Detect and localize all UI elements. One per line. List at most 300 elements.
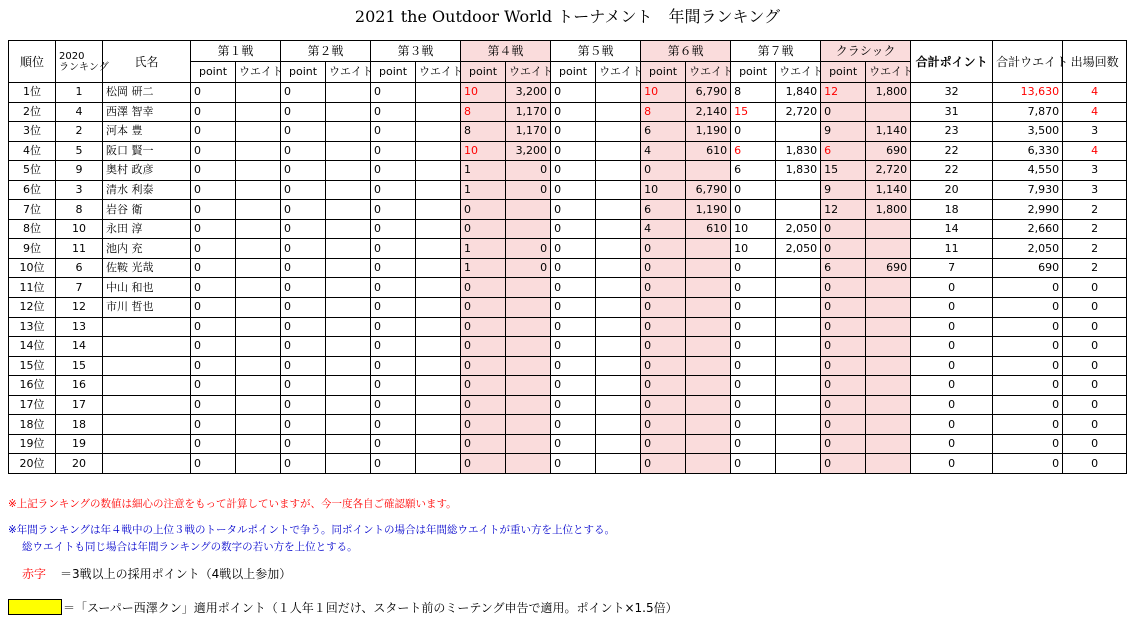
cell-event-4-point: 0	[461, 356, 506, 376]
cell-event-6-weight	[686, 161, 731, 181]
cell-event-4-weight	[506, 317, 551, 337]
cell-event-7-point: 0	[731, 376, 776, 396]
cell-event-2-point: 0	[281, 278, 326, 298]
cell-event-8-weight	[866, 317, 911, 337]
cell-event-8-weight	[866, 415, 911, 435]
cell-event-5-point: 0	[551, 83, 596, 103]
cell-total-weight: 0	[993, 356, 1063, 376]
cell-event-1-weight	[236, 161, 281, 181]
cell-event-4-weight	[506, 356, 551, 376]
cell-event-5-weight	[596, 278, 641, 298]
cell-event-4-weight	[506, 395, 551, 415]
cell-appearances: 0	[1063, 278, 1127, 298]
cell-event-6-weight: 2,140	[686, 102, 731, 122]
header-total-weight: 合計ウエイト	[993, 41, 1063, 83]
cell-name	[103, 395, 191, 415]
cell-event-7-point: 6	[731, 161, 776, 181]
cell-prev-rank: 4	[56, 102, 103, 122]
cell-event-3-point: 0	[371, 219, 416, 239]
cell-event-4-weight	[506, 434, 551, 454]
cell-event-3-point: 0	[371, 141, 416, 161]
cell-event-6-point: 10	[641, 180, 686, 200]
note-accuracy: ※上記ランキングの数値は細心の注意をもって計算していますが、今一度各自ご確認願います。	[8, 498, 457, 510]
cell-rank: 15位	[9, 356, 56, 376]
table-row	[9, 278, 1127, 298]
cell-event-3-point: 0	[371, 317, 416, 337]
cell-event-2-weight	[326, 161, 371, 181]
cell-event-4-weight	[506, 415, 551, 435]
cell-event-8-point: 0	[821, 395, 866, 415]
cell-rank: 7位	[9, 200, 56, 220]
cell-event-3-point: 0	[371, 83, 416, 103]
cell-event-6-point: 0	[641, 356, 686, 376]
cell-event-4-weight: 3,200	[506, 83, 551, 103]
cell-event-2-point: 0	[281, 102, 326, 122]
cell-event-1-point: 0	[191, 102, 236, 122]
cell-event-5-weight	[596, 454, 641, 474]
cell-event-6-point: 0	[641, 298, 686, 318]
cell-event-1-point: 0	[191, 219, 236, 239]
cell-event-5-weight	[596, 102, 641, 122]
cell-event-2-weight	[326, 122, 371, 142]
cell-appearances: 0	[1063, 298, 1127, 318]
cell-prev-rank: 20	[56, 454, 103, 474]
cell-event-5-weight	[596, 356, 641, 376]
cell-event-3-weight	[416, 317, 461, 337]
cell-total-weight: 4,550	[993, 161, 1063, 181]
cell-event-1-weight	[236, 219, 281, 239]
cell-event-8-weight	[866, 278, 911, 298]
header-event-2: 第２戦	[281, 41, 371, 62]
cell-event-6-point: 0	[641, 337, 686, 357]
cell-event-4-point: 0	[461, 415, 506, 435]
cell-event-2-weight	[326, 337, 371, 357]
cell-event-2-weight	[326, 200, 371, 220]
cell-event-5-point: 0	[551, 200, 596, 220]
cell-event-4-point: 1	[461, 180, 506, 200]
cell-event-2-weight	[326, 298, 371, 318]
cell-event-1-point: 0	[191, 317, 236, 337]
cell-event-5-weight	[596, 219, 641, 239]
cell-event-7-point: 0	[731, 298, 776, 318]
cell-total-point: 0	[911, 356, 993, 376]
cell-event-4-point: 0	[461, 337, 506, 357]
cell-event-7-weight	[776, 454, 821, 474]
cell-event-6-point: 6	[641, 200, 686, 220]
cell-event-7-weight	[776, 278, 821, 298]
cell-event-6-weight: 1,190	[686, 122, 731, 142]
cell-event-2-point: 0	[281, 376, 326, 396]
cell-event-8-weight	[866, 376, 911, 396]
cell-event-3-point: 0	[371, 122, 416, 142]
cell-total-weight: 2,050	[993, 239, 1063, 259]
cell-event-6-weight	[686, 415, 731, 435]
cell-event-3-point: 0	[371, 395, 416, 415]
header-event-8-weight: ウエイト	[866, 62, 911, 83]
cell-event-1-point: 0	[191, 161, 236, 181]
cell-event-7-point: 0	[731, 454, 776, 474]
table-row	[9, 258, 1127, 278]
cell-event-3-point: 0	[371, 376, 416, 396]
cell-event-5-point: 0	[551, 395, 596, 415]
cell-event-5-weight	[596, 434, 641, 454]
cell-event-6-point: 0	[641, 434, 686, 454]
cell-event-2-weight	[326, 278, 371, 298]
cell-event-6-weight: 610	[686, 141, 731, 161]
header-event-1: 第１戦	[191, 41, 281, 62]
cell-event-4-weight	[506, 278, 551, 298]
cell-event-2-weight	[326, 219, 371, 239]
cell-event-8-weight: 1,800	[866, 200, 911, 220]
header-prev-rank	[56, 41, 109, 83]
cell-prev-rank: 1	[56, 83, 103, 103]
cell-total-weight: 0	[993, 317, 1063, 337]
table-row	[9, 239, 1127, 259]
header-appearances: 出場回数	[1063, 41, 1127, 83]
cell-event-6-weight	[686, 258, 731, 278]
ranking-table	[8, 40, 1127, 474]
cell-event-7-weight	[776, 317, 821, 337]
cell-event-3-point: 0	[371, 258, 416, 278]
cell-event-8-point: 0	[821, 239, 866, 259]
cell-prev-rank: 13	[56, 317, 103, 337]
cell-event-4-weight: 1,170	[506, 102, 551, 122]
cell-total-point: 18	[911, 200, 993, 220]
cell-event-4-point: 8	[461, 122, 506, 142]
cell-event-8-weight	[866, 102, 911, 122]
table-row	[9, 317, 1127, 337]
cell-appearances: 0	[1063, 356, 1127, 376]
cell-event-1-weight	[236, 376, 281, 396]
cell-event-8-point: 6	[821, 258, 866, 278]
cell-event-8-point: 15	[821, 161, 866, 181]
table-row	[9, 200, 1127, 220]
cell-prev-rank: 8	[56, 200, 103, 220]
cell-rank: 3位	[9, 122, 56, 142]
cell-total-weight: 0	[993, 278, 1063, 298]
cell-appearances: 0	[1063, 434, 1127, 454]
header-event-8: クラシック	[821, 41, 911, 62]
cell-event-4-point: 8	[461, 102, 506, 122]
cell-event-3-weight	[416, 395, 461, 415]
cell-prev-rank: 15	[56, 356, 103, 376]
cell-event-4-weight	[506, 200, 551, 220]
cell-event-1-point: 0	[191, 337, 236, 357]
cell-appearances: 2	[1063, 200, 1127, 220]
cell-event-2-weight	[326, 415, 371, 435]
cell-event-5-point: 0	[551, 434, 596, 454]
legend-red	[22, 565, 291, 582]
cell-event-5-weight	[596, 239, 641, 259]
cell-total-weight: 0	[993, 395, 1063, 415]
cell-name	[103, 415, 191, 435]
cell-event-1-weight	[236, 395, 281, 415]
cell-event-5-weight	[596, 161, 641, 181]
cell-event-7-weight: 2,720	[776, 102, 821, 122]
cell-event-4-weight	[506, 376, 551, 396]
header-event-2-point: point	[281, 62, 326, 83]
cell-event-8-weight	[866, 454, 911, 474]
cell-event-4-point: 0	[461, 298, 506, 318]
cell-event-2-point: 0	[281, 454, 326, 474]
cell-event-7-point: 6	[731, 141, 776, 161]
cell-prev-rank: 5	[56, 141, 103, 161]
cell-event-5-weight	[596, 258, 641, 278]
cell-event-5-weight	[596, 180, 641, 200]
cell-event-2-weight	[326, 376, 371, 396]
cell-event-1-point: 0	[191, 356, 236, 376]
header-event-1-point: point	[191, 62, 236, 83]
cell-name: 阪口 賢一	[103, 141, 191, 161]
cell-name: 清水 利泰	[103, 180, 191, 200]
cell-rank: 6位	[9, 180, 56, 200]
cell-prev-rank: 11	[56, 239, 103, 259]
cell-event-8-point: 9	[821, 122, 866, 142]
cell-event-4-weight: 0	[506, 239, 551, 259]
cell-event-7-point: 10	[731, 239, 776, 259]
header-event-7-point: point	[731, 62, 776, 83]
cell-event-3-weight	[416, 356, 461, 376]
cell-total-point: 20	[911, 180, 993, 200]
cell-event-7-weight	[776, 180, 821, 200]
cell-appearances: 0	[1063, 454, 1127, 474]
header-event-6-point: point	[641, 62, 686, 83]
cell-prev-rank: 16	[56, 376, 103, 396]
cell-event-3-point: 0	[371, 454, 416, 474]
cell-appearances: 4	[1063, 83, 1127, 103]
cell-name: 市川 哲也	[103, 298, 191, 318]
table-row	[9, 298, 1127, 318]
cell-appearances: 0	[1063, 395, 1127, 415]
cell-event-2-point: 0	[281, 415, 326, 435]
cell-event-3-weight	[416, 415, 461, 435]
cell-event-7-weight: 2,050	[776, 219, 821, 239]
cell-event-3-point: 0	[371, 356, 416, 376]
cell-event-3-point: 0	[371, 161, 416, 181]
cell-event-5-point: 0	[551, 122, 596, 142]
header-event-2-weight: ウエイト	[326, 62, 371, 83]
cell-event-8-weight	[866, 239, 911, 259]
cell-total-point: 0	[911, 376, 993, 396]
cell-event-2-point: 0	[281, 317, 326, 337]
cell-event-5-weight	[596, 200, 641, 220]
cell-event-5-point: 0	[551, 298, 596, 318]
cell-event-6-point: 10	[641, 83, 686, 103]
header-rank: 順位	[9, 41, 56, 83]
cell-name	[103, 454, 191, 474]
cell-event-1-weight	[236, 83, 281, 103]
header-event-5: 第５戦	[551, 41, 641, 62]
cell-event-8-point: 0	[821, 102, 866, 122]
cell-event-1-weight	[236, 434, 281, 454]
cell-total-point: 14	[911, 219, 993, 239]
header-event-6-weight: ウエイト	[686, 62, 731, 83]
cell-event-5-weight	[596, 317, 641, 337]
cell-event-3-weight	[416, 83, 461, 103]
cell-event-2-point: 0	[281, 200, 326, 220]
cell-name	[103, 434, 191, 454]
cell-event-4-point: 0	[461, 454, 506, 474]
cell-event-8-point: 0	[821, 376, 866, 396]
cell-event-1-point: 0	[191, 278, 236, 298]
cell-event-8-weight: 2,720	[866, 161, 911, 181]
cell-event-7-point: 0	[731, 180, 776, 200]
cell-total-point: 0	[911, 298, 993, 318]
cell-total-point: 11	[911, 239, 993, 259]
cell-total-point: 0	[911, 454, 993, 474]
cell-event-1-point: 0	[191, 415, 236, 435]
cell-prev-rank: 14	[56, 337, 103, 357]
cell-event-6-point: 0	[641, 317, 686, 337]
cell-event-7-point: 0	[731, 278, 776, 298]
header-event-8-point: point	[821, 62, 866, 83]
cell-event-6-point: 0	[641, 278, 686, 298]
cell-total-weight: 7,930	[993, 180, 1063, 200]
cell-event-5-point: 0	[551, 258, 596, 278]
cell-event-4-point: 10	[461, 141, 506, 161]
cell-total-weight: 7,870	[993, 102, 1063, 122]
header-event-5-point: point	[551, 62, 596, 83]
cell-event-2-point: 0	[281, 434, 326, 454]
cell-total-weight: 690	[993, 258, 1063, 278]
cell-event-6-point: 0	[641, 239, 686, 259]
cell-event-4-weight: 0	[506, 258, 551, 278]
cell-appearances: 4	[1063, 102, 1127, 122]
cell-event-6-weight	[686, 395, 731, 415]
cell-event-7-weight	[776, 376, 821, 396]
cell-event-6-point: 4	[641, 141, 686, 161]
cell-prev-rank: 7	[56, 278, 103, 298]
cell-event-3-point: 0	[371, 415, 416, 435]
cell-appearances: 2	[1063, 219, 1127, 239]
cell-event-3-weight	[416, 298, 461, 318]
cell-event-4-weight	[506, 337, 551, 357]
cell-event-3-point: 0	[371, 278, 416, 298]
cell-rank: 13位	[9, 317, 56, 337]
table-row	[9, 337, 1127, 357]
cell-total-weight: 2,660	[993, 219, 1063, 239]
cell-appearances: 0	[1063, 415, 1127, 435]
cell-event-4-point: 0	[461, 317, 506, 337]
cell-total-weight: 13,630	[993, 83, 1063, 103]
cell-appearances: 4	[1063, 141, 1127, 161]
header-event-3: 第３戦	[371, 41, 461, 62]
cell-event-1-point: 0	[191, 200, 236, 220]
cell-event-1-weight	[236, 180, 281, 200]
cell-event-2-weight	[326, 395, 371, 415]
cell-event-8-point: 0	[821, 317, 866, 337]
cell-rank: 17位	[9, 395, 56, 415]
cell-event-5-point: 0	[551, 337, 596, 357]
cell-event-8-point: 0	[821, 298, 866, 318]
table-row	[9, 122, 1127, 142]
cell-event-1-weight	[236, 298, 281, 318]
cell-event-1-weight	[236, 278, 281, 298]
header-event-3-point: point	[371, 62, 416, 83]
cell-event-1-point: 0	[191, 395, 236, 415]
table-row	[9, 219, 1127, 239]
cell-event-8-weight: 690	[866, 141, 911, 161]
cell-event-3-weight	[416, 141, 461, 161]
cell-event-8-point: 0	[821, 434, 866, 454]
cell-event-1-point: 0	[191, 298, 236, 318]
cell-event-2-point: 0	[281, 298, 326, 318]
cell-prev-rank: 9	[56, 161, 103, 181]
cell-rank: 19位	[9, 434, 56, 454]
cell-event-1-point: 0	[191, 239, 236, 259]
cell-event-4-point: 0	[461, 434, 506, 454]
cell-event-6-point: 0	[641, 395, 686, 415]
cell-event-6-weight	[686, 298, 731, 318]
cell-event-7-weight: 1,830	[776, 161, 821, 181]
cell-event-5-weight	[596, 122, 641, 142]
cell-event-5-weight	[596, 298, 641, 318]
cell-event-1-point: 0	[191, 122, 236, 142]
cell-event-4-weight: 0	[506, 161, 551, 181]
cell-event-2-point: 0	[281, 122, 326, 142]
header-event-7-weight: ウエイト	[776, 62, 821, 83]
cell-event-2-weight	[326, 141, 371, 161]
cell-event-5-weight	[596, 376, 641, 396]
cell-event-7-point: 0	[731, 258, 776, 278]
cell-event-8-point: 0	[821, 454, 866, 474]
cell-event-4-point: 0	[461, 376, 506, 396]
cell-event-7-point: 0	[731, 415, 776, 435]
cell-name: 池内 充	[103, 239, 191, 259]
cell-event-7-weight	[776, 356, 821, 376]
cell-event-3-weight	[416, 258, 461, 278]
cell-event-6-weight	[686, 239, 731, 259]
table-row	[9, 102, 1127, 122]
cell-prev-rank: 10	[56, 219, 103, 239]
cell-rank: 9位	[9, 239, 56, 259]
legend-red-text: ＝3戦以上の採用ポイント（4戦以上参加）	[60, 567, 292, 581]
cell-event-5-point: 0	[551, 141, 596, 161]
cell-event-5-point: 0	[551, 415, 596, 435]
cell-event-3-weight	[416, 434, 461, 454]
cell-event-7-weight	[776, 395, 821, 415]
cell-total-weight: 0	[993, 415, 1063, 435]
cell-event-3-weight	[416, 454, 461, 474]
cell-event-6-point: 0	[641, 161, 686, 181]
cell-total-point: 22	[911, 141, 993, 161]
cell-event-2-point: 0	[281, 83, 326, 103]
table-row	[9, 161, 1127, 181]
cell-event-1-weight	[236, 239, 281, 259]
cell-event-8-weight: 690	[866, 258, 911, 278]
cell-total-weight: 0	[993, 454, 1063, 474]
cell-event-2-weight	[326, 434, 371, 454]
cell-total-weight: 0	[993, 298, 1063, 318]
cell-event-1-point: 0	[191, 180, 236, 200]
cell-total-point: 22	[911, 161, 993, 181]
cell-rank: 4位	[9, 141, 56, 161]
cell-event-6-weight: 6,790	[686, 180, 731, 200]
cell-event-5-weight	[596, 337, 641, 357]
cell-name: 河本 豊	[103, 122, 191, 142]
cell-rank: 12位	[9, 298, 56, 318]
cell-event-7-weight	[776, 298, 821, 318]
cell-event-7-point: 15	[731, 102, 776, 122]
cell-event-7-weight: 1,830	[776, 141, 821, 161]
cell-event-6-point: 0	[641, 376, 686, 396]
cell-event-8-point: 0	[821, 219, 866, 239]
cell-name: 西澤 智幸	[103, 102, 191, 122]
header-total-point: 合計ポイント	[911, 41, 993, 83]
cell-event-8-weight	[866, 434, 911, 454]
cell-total-weight: 3,500	[993, 122, 1063, 142]
cell-prev-rank: 3	[56, 180, 103, 200]
